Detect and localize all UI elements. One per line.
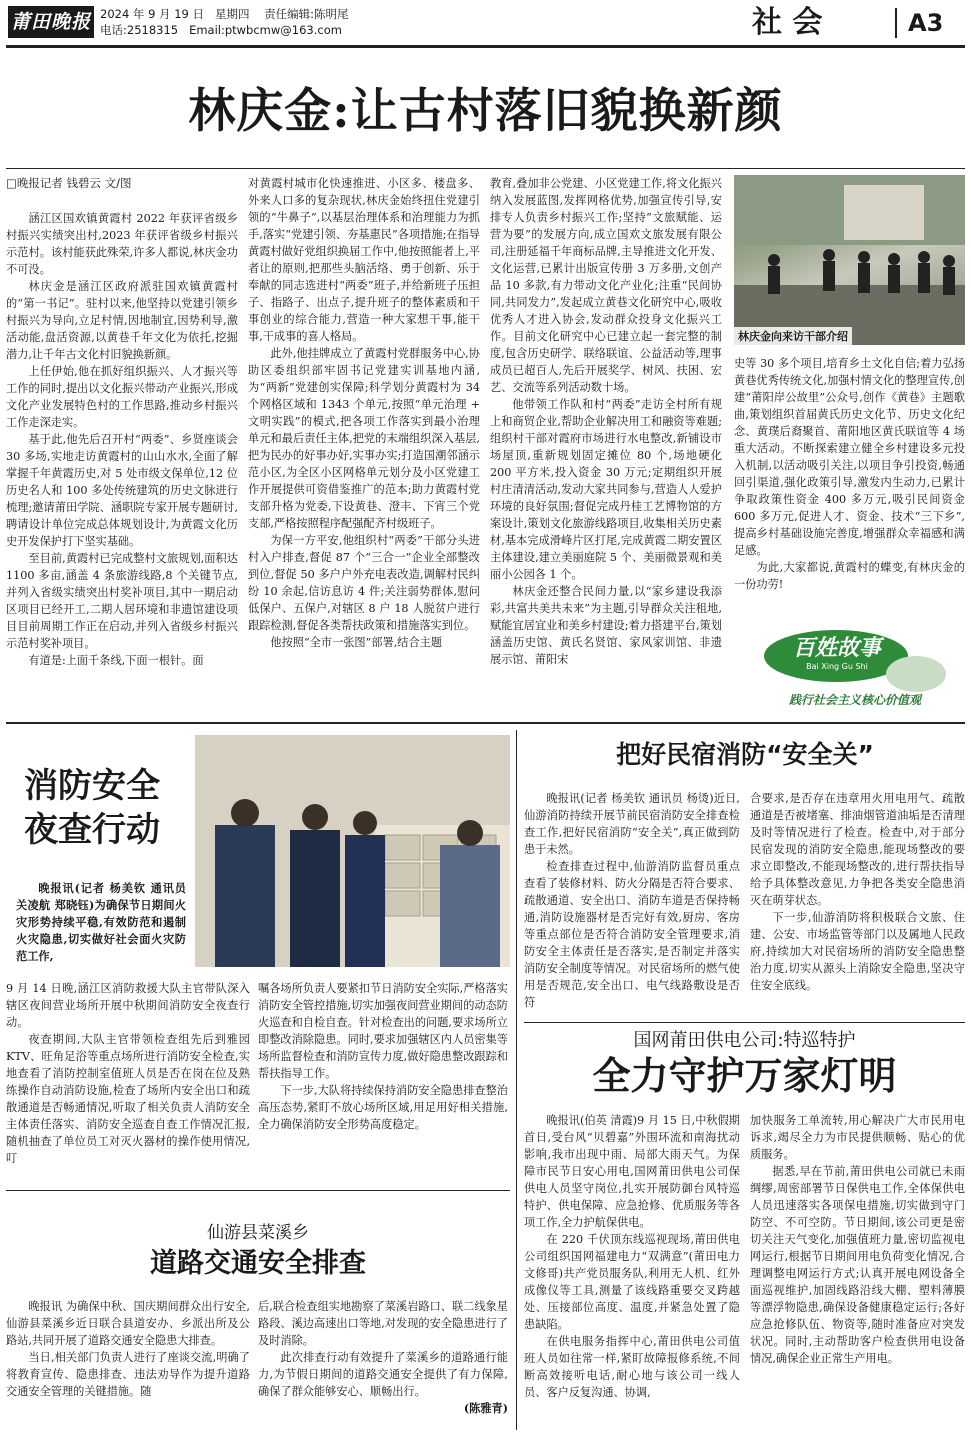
- paragraph: 他按照“全市一张图”部署,结合主题: [270, 636, 443, 649]
- paragraph: 至目前,黄霞村已完成整村文旅规划,面积达 1100 多亩,涵盖 4 条旅游线路,8 个关键节点,并列入省级实绩突出村奖补项目,其中一期启动区项目已经开工,二期人居环境和非遗馆建设项目目前周期工作正在启动,并列入省级乡村振兴示范村奖补项目。: [6, 552, 238, 650]
- article1-col3: [490, 175, 722, 715]
- article1-col4: [734, 355, 965, 615]
- badge-slogan: 践行社会主义核心价值观: [788, 693, 921, 707]
- paragraph: 基于此,他先后召开村“两委”、乡贤座谈会 30 多场,实地走访黄霞村的山山水水,全面了解掌握千年黄霞历史,对 5 处市级文保单位,12 位历史名人和 100 多处传统建筑的历史文脉进行梳理;邀请莆田学院、涵职院专家开展专题研讨,聘请设计单位完成总体规划设计,为黄霞文化历史开发保护打下坚实基础。: [6, 433, 238, 548]
- weekday: 星期四: [214, 7, 250, 21]
- paragraph: 加快服务工单流转,用心解决广大市民用电诉求,竭尽全力为市民提供顺畅、贴心的优质服务。: [750, 1114, 965, 1161]
- paragraph: 据悉,早在节前,莆田供电公司就已未雨绸缪,周密部署节日保供电工作,全体保供电人员迅速落实各项保电措施,切实做到守门防空、不可空防。节日期间,该公司更是密切关注天气变化,加强值班力量,密切监视电网运行,根据节日期间用电负荷变化情况,合理调整电网运行方式;认真开展电网设备全面巡视维护,加固线路沿线大棚、塑料薄膜等漂浮物隐患,确保设备健康稳定运行;各好应急抢修队伍、物资等,随时准备应对突发状况。同时,主动帮助客户检查供用电设备情况,确保企业正常生产用电。: [750, 1165, 965, 1365]
- baixing-gushi-badge: [738, 622, 963, 717]
- paragraph: 对黄霞村城市化快速推进、小区多、楼盘多、外来人口多的复杂现状,林庆金始终扭住党建引领的“牛鼻子”,以基层治理体系和治理能力为抓手,落实“党建引领、夯基惠民”各项措施;在指导黄霞村做好党组织换届工作中,他按照能者上,平者让的原则,把那些头脑活络、勇于创新、乐于奉献的同志选进村“两委”班子,并给新班子压担子、指路子、出点子,提升班子的整体素质和干事创业的综合能力,营造一种大家想干事,能干事,干成事的喜人格局。: [248, 177, 480, 343]
- issue-date: 2024 年 9 月 19 日: [100, 7, 204, 21]
- paragraph: 林庆金还整合民间力量,以“家乡建设我添彩,共富共美共未来”为主题,引导群众关注租地,赋能宜居宜业和美乡村建设;着力搭建平台,策划涵盖历史馆、黄氏名贤馆、家风家训馆、非遗展示馆、莆阳宋: [490, 585, 722, 666]
- paragraph: 他带领工作队和村“两委”走访全村所有规上和商贸企业,帮助企业解决用工和融资等难题;组织村干部对霞府市场进行水电整改,新铺设市场屋顶,重新规划固定摊位 80 个,场地硬化 200 平方米,投入资金 30 万元;定期组织开展村庄清清活动,发动大家共同参与,营造人人爱护环境的良好氛围;督促完成丹桂工艺博物馆的方案设计,策划文化旅游线路项目,收集相关历史素材,基本完成滑峰片区打尾,完成黄霞二期安置区主体建设,建立美丽庭院 5 个、美丽微景观和美丽小公园各 1 个。: [490, 398, 722, 581]
- photo-caption: 林庆金向来访干部介绍: [734, 327, 852, 345]
- newspaper-logo: 莆田晚报: [8, 6, 94, 38]
- article1-headline: 林庆金:让古村落旧貌换新颜: [188, 84, 783, 139]
- article1-byline: □晚报记者 钱碧云 文/图: [6, 176, 132, 190]
- article2-col-b: [258, 980, 508, 1180]
- article5-author: (陈雅青): [463, 1401, 508, 1415]
- section-name: 社 会: [752, 5, 823, 40]
- article2-headline-line2: 夜查行动: [24, 810, 160, 850]
- section-rule: [524, 1022, 965, 1023]
- paragraph: 在 220 千伏顶东线巡视现场,莆田供电公司组织国网福建电力“双满意”(莆田电力文修哥)共产党员服务队,利用无人机、红外成像仪等工具,测量了该线路重要交叉跨越处、压接部位高度、温度,并紧急处置了隐患缺陷。: [524, 1233, 740, 1331]
- article2-headline-line1: 消防安全: [24, 766, 160, 806]
- paragraph: 教育,叠加非公党建、小区党建工作,将文化振兴纳入发展蓝图,发挥网格优势,加强宣传引导,安排专人负责乡村振兴工作;坚持“文旅赋能、运营为要”的发展方向,成立国欢文旅发展有限公司,注册延福千年商标品牌,主导推进文化开发、文化运营,已累计出版宣传册 3 万多册,文创产品 10 多款,有力带动文化产业化;注重“民间协同,共同发力”,发起成立黄巷文化研究中心,吸收优秀人才进入协会,发动群众投身文化振兴工作。目前文化研究中心已建立起一套完整的制度,包含历史研学、联络联谊、公益活动等,理事成员已超百人,先后开展奖学、树风、扶困、宏艺、交流等系列活动数十场。: [490, 177, 722, 394]
- paragraph: 上任伊始,他在抓好组织振兴、人才振兴等工作的同时,提出以文化振兴带动产业振兴,形成文化产业发展特色村的工作思路,推动乡村振兴工作走深走实。: [6, 365, 238, 429]
- article2-col-a: [6, 980, 250, 1180]
- paragraph: 下一步,大队将持续保持消防安全隐患排查整治高压态势,紧盯不放心场所区域,用足用好相关措施,全力确保消防安全形势高度稳定。: [258, 1084, 508, 1131]
- headline-rule: [6, 168, 965, 169]
- article5-headline: 道路交通安全排查: [150, 1248, 366, 1279]
- paragraph: 夜查期间,大队主官带领检查组先后到雅园 KTV、旺角足浴等重点场所进行消防安全检查,实地查看了消防控制室值班人员是否在岗在位及熟练操作自动消防设施,检查了场所内安全出口和疏散通道是否畅通情况,听取了相关负责人消防安全主体责任落实、消防安全巡查自查工作情况汇报,随机抽查了单位员工对灭火器材的操作使用情况,叮: [6, 1033, 250, 1165]
- paragraph: 9 月 14 日晚,涵江区消防救援大队主官带队深入辖区夜间营业场所开展中秋期间消防安全夜查行动。: [6, 982, 250, 1029]
- article4-headline: 全力守护万家灯明: [592, 1054, 897, 1098]
- paragraph: 此次排查行动有效提升了菜溪乡的道路通行能力,为节假日期间的道路交通安全提供了有力保障,确保了群众能够安心、顺畅出行。: [258, 1351, 508, 1398]
- article2-headline-box: [6, 735, 191, 875]
- paragraph: 嘱各场所负责人要紧扣节日消防安全实际,严格落实消防安全管控措施,切实加强夜间营业期间的动态防火巡查和自检自查。针对检查出的问题,要求场所立即整改消除隐患。同时,要求加强辖区内人员密集等场所监督检查和消防宣传力度,做好隐患整改跟踪和帮扶指导工作。: [258, 982, 508, 1080]
- article1-photo: [734, 175, 965, 345]
- masthead-divider: [895, 8, 897, 38]
- article5-col-a: [6, 1298, 250, 1432]
- article5-col-b: [258, 1298, 508, 1432]
- paragraph: 晚报讯 为确保中秋、国庆期间群众出行安全,仙游县菜溪乡近日联合县道安办、乡派出所及公路站,共同开展了道路交通安全隐患大排查。: [6, 1300, 250, 1347]
- article1-col2: [248, 175, 480, 715]
- section-rule: [6, 1190, 510, 1191]
- photo-scene: [195, 735, 510, 967]
- article4-col-a: [524, 1112, 740, 1430]
- masthead-rule: [6, 45, 965, 48]
- paragraph: 晚报讯(记者 杨美钦 通讯员 关凌航 郑晓钰)为确保节日期间火灾形势持续平稳,有效防范和遏制火灾隐患,切实做好社会面火灾防范工作,: [16, 881, 186, 963]
- badge-title: 百姓故事: [792, 635, 881, 661]
- masthead: [0, 0, 971, 46]
- paragraph: 后,联合检查组实地勘察了菜溪岩路口、联二线象星路段、溪边高速出口等地,对发现的安全隐患进行了及时消除。: [258, 1300, 508, 1347]
- article1-col1: [6, 175, 238, 715]
- article2-lead: [16, 880, 186, 975]
- article3-col-a: [524, 790, 740, 1022]
- section-rule: [6, 722, 965, 724]
- article3-col-b: [750, 790, 965, 1022]
- paragraph: 下一步,仙游消防将积极联合文旅、住建、公安、市场监管等部门以及属地人民政府,持续加大对民宿场所的消防安全隐患整治力度,切实从源头上消除安全隐患,坚决守住安全底线。: [750, 911, 965, 992]
- page-number: A3: [908, 9, 944, 37]
- paragraph: 晚报讯(伯英 清霞)9 月 15 日,中秋假期首日,受台风“贝碧嘉”外围环流和南海扰动影响,我市出现中雨、局部大雨天气。为保障市民节日安心用电,国网莆田供电公司保供电人员坚守岗位,扎实开展防御台风特巡特护、供电保障、应急抢修、优质服务等各项工作,全力护航保供电。: [524, 1114, 740, 1229]
- article2-photo: [195, 735, 510, 967]
- paragraph: 当日,相关部门负责人进行了座谈交流,明确了将教育宣传、隐患排查、违法劝导作为提升道路交通安全管理的关键措施。随: [6, 1351, 250, 1398]
- article5-kicker: 仙游县菜溪乡: [207, 1223, 309, 1243]
- paragraph: 检查排查过程中,仙游消防监督员重点查看了装修材料、防火分隔是否符合要求、疏散通道、安全出口、消防车道是否保持畅通,消防设施器材是否完好有效,厨房、客房等重点部位是否符合消防安全管理要求,消防安全主体责任是否落实,是否制定并落实消防安全制度等情况。对民宿场所的燃气使用是否规范,安全出口、电气线路敷设是否符: [524, 860, 740, 1009]
- paragraph: 为此,大家都说,黄霞村的蝶变,有林庆金的一份功劳!: [734, 561, 965, 591]
- paragraph: 涵江区国欢镇黄霞村 2022 年获评省级乡村振兴实绩突出村,2023 年获评省级乡村振兴示范村。该村能获此殊荣,许多人都说,林庆金功不可没。: [6, 212, 238, 276]
- paragraph: 史等 30 多个项目,培育乡土文化自信;着力弘扬黄巷优秀传统文化,加强村情文化的整理宣传,创建“莆阳岸公故里”公众号,创作《黄巷》主题歌曲,策划组织首届黄氏历史文化节、历史文化纪念、黄璞后裔聚首、莆阳地区黄氏联谊等 4 场重大活动。不断探索建立健全乡村建设多元投入机制,以活动吸引关注,以项目争引投资,畅通回引渠道,强化政策引导,激发内生动力,已累计争取政策性资金 400 多万元,吸引民间资金 600 多万元,促进人才、资金、技术“三下乡”,提高乡村基础设施完善度,增强群众幸福感和满足感。: [734, 357, 965, 557]
- paragraph: 为保一方平安,他组织村“两委”干部分头进村入户排查,督促 87 个“三合一”企业全部整改到位,督促 50 多户户外充电表改造,调解村民纠纷 10 余起,信访息访 4 件;关注弱势群体,慰问低保户、五保户,对辖区 8 户 18 人脱贫户进行跟踪检测,督促各类帮扶政策和措施落实到位。: [248, 534, 480, 632]
- article3-headline: 把好民宿消防“安全关”: [616, 740, 874, 769]
- vertical-divider: [516, 730, 517, 1430]
- paragraph: 此外,他挂牌成立了黄霞村党群服务中心,协助区委组织部牢固书记党建实训基地内涵,为“两新”党建创实保障;科学划分黄霞村为 34 个网格区域和 1343 个单元,按照“单元治理 + 文明实践”的模式,把各项工作落实到最小治理单元和最后责任主体,把党的末端组织深入基层,把为民办的好事办好,实事办实;打造国潮邻涵示范小区,为全区小区网格单元划分及小区党建工作开展提供可资借鉴推广的范本;助力黄霞村党支部升格为党委,下设黄巷、澄丰、下宵三个党支部,严格按照程序配强配齐村级班子。: [248, 347, 480, 530]
- badge-pinyin: Bai Xing Gu Shi: [806, 662, 868, 671]
- paragraph: 林庆金是涵江区政府派驻国欢镇黄霞村的“第一书记”。驻村以来,他坚持以党建引领乡村振兴为导向,立足村情,因地制宜,因势利导,激活动能,盘活资源,以黄巷千年文化为依托,挖掘潜力,让千年古文化村旧貌换新颜。: [6, 280, 238, 361]
- editor: 责任编辑:陈明尾: [264, 7, 349, 21]
- paragraph: 在供电服务指挥中心,莆田供电公司值班人员如往常一样,紧盯故障报修系统,不间断高效接听电话,耐心地与该公司一线人员、客户反复沟通、协调,: [524, 1335, 740, 1399]
- photo-scene: [734, 175, 965, 345]
- phone: 电话:2518315: [100, 23, 179, 37]
- article4-col-b: [750, 1112, 965, 1430]
- paragraph: 有道是:上面千条线,下面一根针。面: [28, 654, 204, 667]
- article4-kicker: 国网莆田供电公司:特巡特护: [633, 1030, 856, 1051]
- paragraph: 合要求,是否存在违章用火用电用气、疏散通道是否被堵塞、排油烟管道油垢是否清理及时等情况进行了检查。检查中,对于部分民宿发现的消防安全隐患,能现场整改的要求立即整改,不能现场整改的,进行帮扶指导给予具体整改意见,力争把各类安全隐患消灭在萌芽状态。: [750, 792, 965, 907]
- email: Email:ptwbcmw@163.com: [189, 23, 342, 37]
- paragraph: 晚报讯(记者 杨美钦 通讯员 杨烫)近日,仙游消防持续开展节前民宿消防安全排查检查工作,把好民宿消防“安全关”,真正做到防患于未然。: [524, 792, 740, 856]
